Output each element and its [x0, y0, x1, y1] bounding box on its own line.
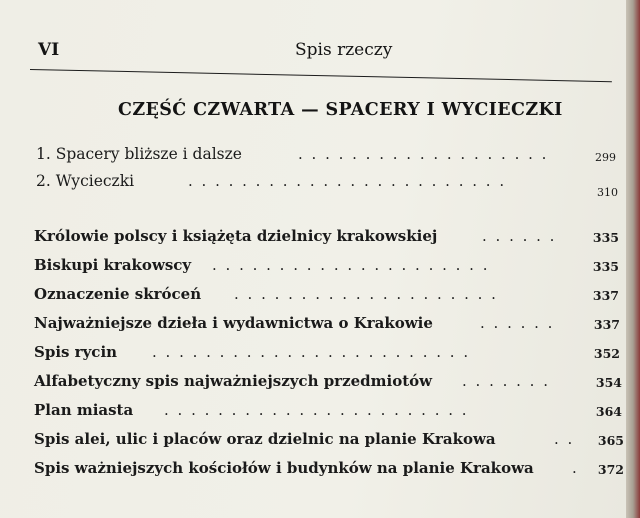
- entry-label: Spis rycin: [34, 343, 118, 361]
- entry-page: 364: [595, 404, 622, 419]
- entry-page: 372: [597, 462, 624, 477]
- leader-dots: . . . . . . . . . . . . . . . . . . . . . . .: [164, 401, 469, 419]
- leader-dots: . . . . . .: [482, 227, 557, 245]
- leader-dots: . . . . . . . . . . . . . . . . . . .: [298, 145, 549, 163]
- part-title: CZĘŚĆ CZWARTA — SPACERY I WYCIECZKI: [118, 100, 563, 120]
- entry-page: 337: [593, 317, 620, 332]
- toc-entry: [34, 372, 622, 394]
- entry-label: Spis alei, ulic i placów oraz dzielnic na planie Krakowa: [34, 430, 496, 448]
- entry-label: Plan miasta: [34, 401, 134, 419]
- entry-label: Biskupi krakowscy: [34, 256, 192, 274]
- leader-dots: . . . . . . .: [462, 372, 550, 390]
- toc-entry: [34, 314, 620, 336]
- leader-dots: . . . . . . . . . . . . . . . . . . . . .: [212, 256, 490, 274]
- entry-label: Spis ważniejszych kościołów i budynków na planie Krakowa: [34, 459, 534, 477]
- entry-page: 335: [592, 259, 619, 274]
- toc-entry: [34, 256, 619, 278]
- entry-label: 1. Spacery bliższe i dalsze: [36, 145, 242, 163]
- toc-entry: [34, 459, 624, 481]
- leader-dots: . . . . . . . . . . . . . . . . . . . .: [234, 285, 498, 303]
- entry-page: 310: [597, 186, 618, 199]
- leader-dots: . . . . . .: [480, 314, 555, 332]
- leader-dots: . .: [554, 430, 575, 448]
- entry-page: 299: [595, 151, 616, 164]
- page-numeral: VI: [38, 40, 60, 60]
- entry-page: 352: [593, 346, 620, 361]
- entry-label: Królowie polscy i książęta dzielnicy krakowskiej: [34, 227, 438, 245]
- toc-entry: [34, 430, 624, 452]
- entry-label: Alfabetyczny spis najważniejszych przedmiotów: [34, 372, 433, 390]
- entry-page: 337: [592, 288, 619, 303]
- entry-label: Najważniejsze dzieła i wydawnictwa o Krakowie: [34, 314, 433, 332]
- leader-dots: . . . . . . . . . . . . . . . . . . . . . . . .: [152, 343, 471, 361]
- entry-page: 365: [597, 433, 624, 448]
- header-rule: [30, 69, 612, 82]
- toc-entry: [34, 401, 622, 423]
- entry-page: 354: [595, 375, 622, 390]
- toc-entry: [34, 343, 620, 365]
- toc-entry: [34, 227, 619, 249]
- toc-entry: [36, 145, 616, 167]
- leader-dots: .: [572, 459, 579, 477]
- entry-label: Oznaczenie skróceń: [34, 285, 202, 303]
- running-title: Spis rzeczy: [295, 40, 393, 60]
- toc-entry: [34, 285, 619, 307]
- entry-label: 2. Wycieczki: [36, 172, 135, 190]
- book-fore-edge: [626, 0, 640, 518]
- running-head: [30, 40, 610, 64]
- toc-entry: [36, 172, 618, 199]
- leader-dots: . . . . . . . . . . . . . . . . . . . . . . . .: [188, 172, 507, 190]
- entry-page: 335: [592, 230, 619, 245]
